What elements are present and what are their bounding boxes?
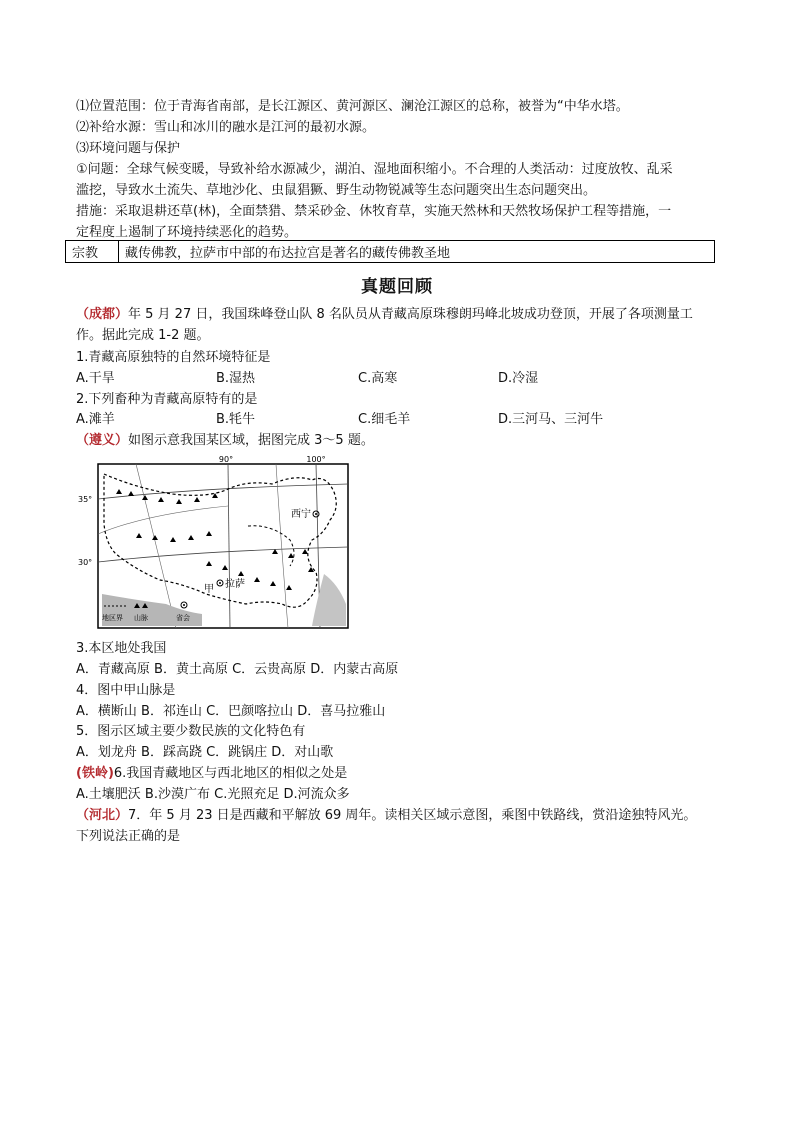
source-tag: （成都） xyxy=(76,307,129,322)
question-5-options: A．划龙舟 B．踩高跷 C．跳锅庄 D．对山歌 xyxy=(76,745,334,760)
question-4-stem: 4．图中甲山脉是 xyxy=(76,683,176,698)
question-text: 年 5 月 27 日，我国珠峰登山队 8 名队员从青藏高原珠穆朗玛峰北坡成功登顶，开展了各项测量工 xyxy=(128,307,693,322)
note-problem-line1: ①问题：全球气候变暖，导致补给水源减少，湖泊、湿地面积缩小。不合理的人类活动：过度放牧、乱采 xyxy=(76,162,673,177)
question-text: 如图示意我国某区域，据图完成 3～5 题。 xyxy=(128,433,374,448)
question-intro-chengdu xyxy=(76,305,693,324)
source-tag: （河北） xyxy=(76,808,129,823)
note-water-source: ⑵补给水源：雪山和冰川的融水是江河的最初水源。 xyxy=(76,120,376,135)
question-2-stem: 2.下列畜种为青藏高原特有的是 xyxy=(76,392,258,407)
question-1-stem: 1.青藏高原独特的自然环境特征是 xyxy=(76,350,271,365)
question-3-options: A．青藏高原 B．黄土高原 C．云贵高原 D．内蒙古高原 xyxy=(76,662,399,677)
question-7-stem xyxy=(76,806,696,825)
question-6-options: A.土壤肥沃 B.沙漠广布 C.光照充足 D.河流众多 xyxy=(76,787,350,802)
region-map xyxy=(76,454,352,630)
religion-table xyxy=(65,240,715,263)
question-3-stem: 3.本区地处我国 xyxy=(76,641,167,656)
note-measures-line1: 措施：采取退耕还草(林)，全面禁猎、禁采砂金、休牧育草，实施天然林和天然牧场保护工程等措施，一 xyxy=(76,204,672,219)
question-intro-zunyi xyxy=(76,431,374,450)
legend-capital: 省会 xyxy=(176,614,190,622)
note-measures-line2: 定程度上遏制了环境持续恶化的趋势。 xyxy=(76,225,298,240)
lat-label-30: 30° xyxy=(78,558,93,567)
note-problem-line2: 滥挖，导致水土流失、草地沙化、虫鼠猖獗、野生动物锐减等生态问题突出生态问题突出。 xyxy=(76,183,597,198)
legend-boundary: 地区界 xyxy=(102,614,123,622)
source-tag: （遵义） xyxy=(76,433,129,448)
religion-key: 宗教 xyxy=(66,241,119,263)
option-d: D.三河马、三河牛 xyxy=(498,412,604,427)
option-a: A.干旱 xyxy=(76,371,115,386)
section-title: 真题回顾 xyxy=(361,277,433,297)
note-env-heading: ⑶环境问题与保护 xyxy=(76,141,181,156)
option-c: C.细毛羊 xyxy=(358,412,411,427)
note-location: ⑴位置范围：位于青海省南部，是长江源区、黄河源区、澜沧江源区的总称，被誉为“中华水塔。 xyxy=(76,99,629,114)
lon-label-90: 90° xyxy=(218,455,234,464)
question-text: 7．年 5 月 23 日是西藏和平解放 69 周年。读相关区域示意图，乘图中铁路线，赏沿途独特风光。 xyxy=(128,808,697,823)
option-d: D.冷湿 xyxy=(498,371,539,386)
lat-label-35: 35° xyxy=(78,495,93,504)
legend-mountain: 山脉 xyxy=(134,614,148,622)
question-1-options xyxy=(76,369,538,388)
option-b: B.牦牛 xyxy=(216,412,256,427)
question-2-options xyxy=(76,410,603,429)
question-intro-chengdu-cont: 作。据此完成 1-2 题。 xyxy=(76,328,210,343)
source-tag: (铁岭) xyxy=(76,766,114,781)
question-text: 6.我国青藏地区与西北地区的相似之处是 xyxy=(113,766,348,781)
lon-label-100: 100° xyxy=(306,455,326,464)
city-xining: 西宁 xyxy=(291,509,311,520)
question-6-stem xyxy=(76,764,347,783)
option-c: C.高寒 xyxy=(358,371,398,386)
question-4-options: A．横断山 B．祁连山 C．巴颜喀拉山 D．喜马拉雅山 xyxy=(76,704,386,719)
option-a: A.滩羊 xyxy=(76,412,115,427)
question-5-stem: 5．图示区域主要少数民族的文化特色有 xyxy=(76,724,306,739)
label-jia: 甲 xyxy=(204,584,214,595)
option-b: B.湿热 xyxy=(216,371,256,386)
religion-value: 藏传佛教，拉萨市中部的布达拉宫是著名的藏传佛教圣地 xyxy=(119,241,715,263)
question-7-stem-cont: 下列说法正确的是 xyxy=(76,829,181,844)
city-lhasa: 拉萨 xyxy=(225,579,245,590)
